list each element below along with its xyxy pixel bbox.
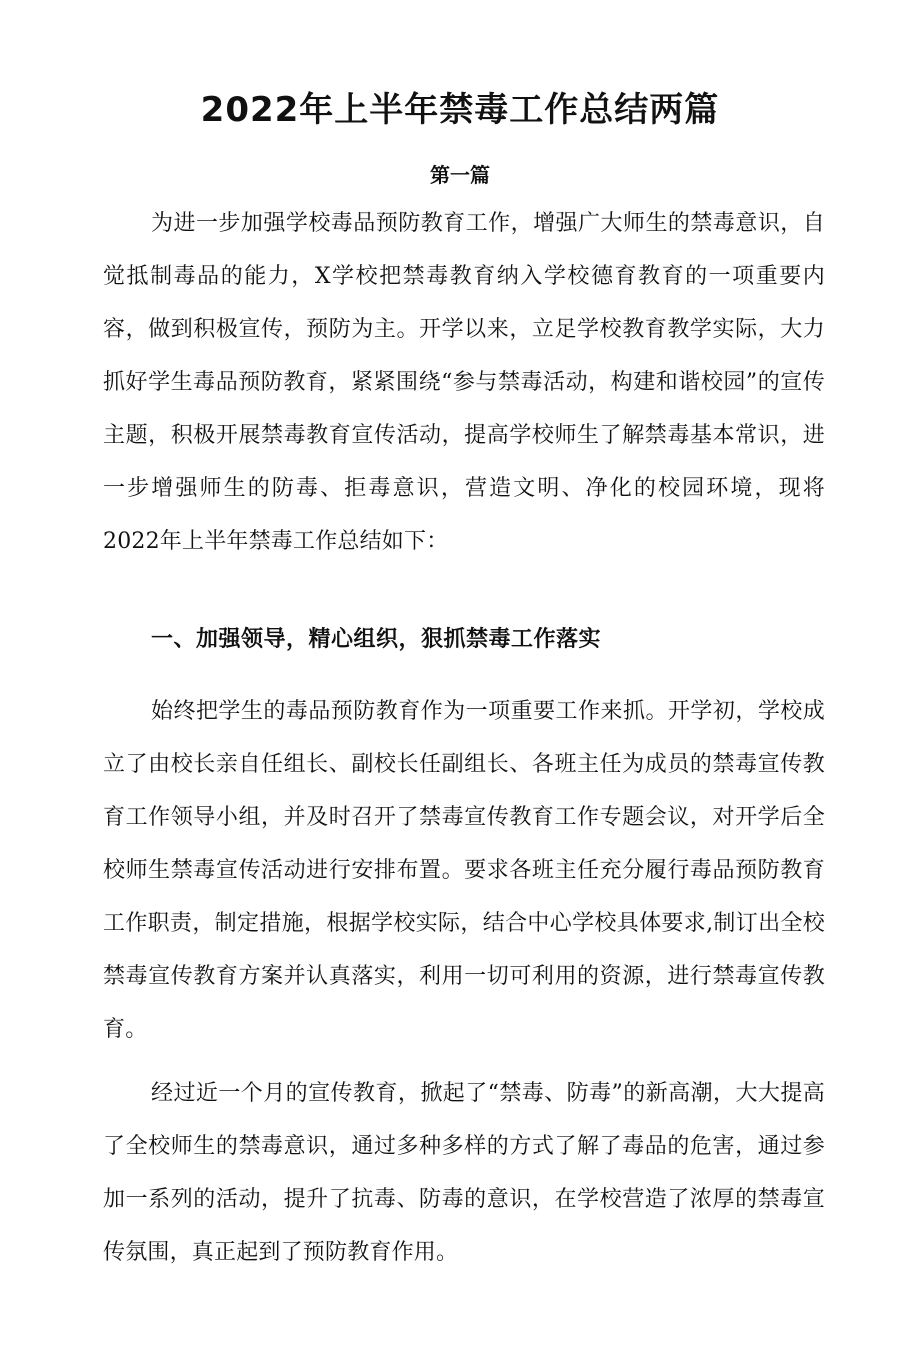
part-label: 第一篇 bbox=[430, 163, 490, 187]
section-heading: 一、加强领导，精心组织，狠抓禁毒工作落实 bbox=[151, 627, 602, 652]
paragraph-results: 经过近一个月的宣传教育，掀起了“禁毒、防毒”的新高潮，大大提高了全校师生的禁毒意识，通过多种多样的方式了解了毒品的危害，通过参加一系列的活动，提升了抗毒、防毒的意识，在学校营造了浓厚的禁毒宣传氛围，真正起到了预防教育作用。 bbox=[103, 1081, 825, 1265]
paragraph-leadership: 始终把学生的毒品预防教育作为一项重要工作来抓。开学初，学校成立了由校长亲自任组长、副校长任副组长、各班主任为成员的禁毒宣传教育工作领导小组，并及时召开了禁毒宣传教育工作专题会议，对开学后全校师生禁毒宣传活动进行安排布置。要求各班主任充分履行毒品预防教育工作职责，制定措施，根据学校实际，结合中心学校具体要求,制订出全校禁毒宣传教育方案并认真落实，利用一切可利用的资源，进行禁毒宣传教育。 bbox=[103, 699, 825, 1042]
paragraph-intro: 为进一步加强学校毒品预防教育工作，增强广大师生的禁毒意识，自觉抵制毒品的能力，X学校把禁毒教育纳入学校德育教育的一项重要内容，做到积极宣传，预防为主。开学以来，立足学校教育教学实际，大力抓好学生毒品预防教育，紧紧围绕“参与禁毒活动，构建和谐校园”的宣传主题，积极开展禁毒教育宣传活动，提高学校师生了解禁毒基本常识，进一步增强师生的防毒、拒毒意识，营造文明、净化的校园环境，现将2022年上半年禁毒工作总结如下： bbox=[103, 211, 825, 554]
document-title: 2022年上半年禁毒工作总结两篇 bbox=[200, 90, 720, 130]
